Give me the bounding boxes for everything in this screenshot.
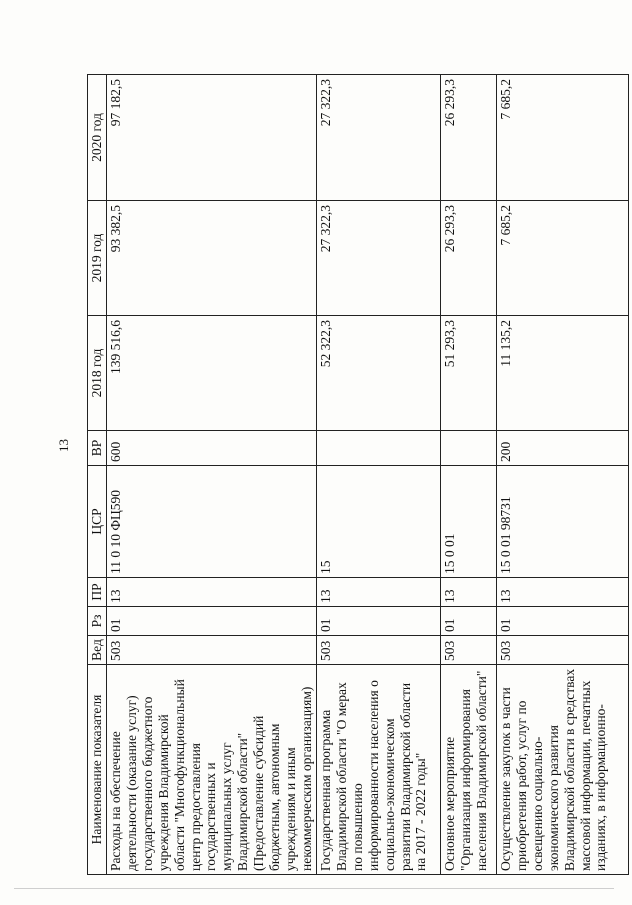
row-csr: 15: [316, 466, 440, 578]
row-ved: 503: [106, 636, 316, 665]
row-rz: 01: [496, 607, 628, 636]
row-pr: 13: [440, 578, 496, 607]
rotated-page-content: [87, 75, 612, 875]
row-name: Расходы на обеспечение деятельности (оказание услуг) государственного бюджетного учреждения Владимирской области "Многофункциональный центр предоставления государственных и муниципальных услуг Владимирской области" (Предоставление субсидий бюджетным, автономным учреждениям и иным некоммерческим организациям): [106, 665, 316, 875]
header-2018: 2018 год: [88, 316, 107, 431]
row-vr: [316, 431, 440, 466]
header-vr: ВР: [88, 431, 107, 466]
row-2019: 27 322,3: [316, 201, 440, 316]
row-2018: 51 293,3: [440, 316, 496, 431]
row-csr: 15 0 01 98731: [496, 466, 628, 578]
header-pr: ПР: [88, 578, 107, 607]
scan-edge-line: [14, 888, 614, 889]
table-row: [316, 75, 440, 875]
row-name: Государственная программа Владимирской области "О мерах по повышению информированности населения о социально-экономическом развитии Владимирской области на 2017 - 2022 годы": [316, 665, 440, 875]
header-csr: ЦСР: [88, 466, 107, 578]
row-name: Осуществление закупок в части приобретения работ, услуг по освещению социально-экономического развития Владимирской области в средствах массовой информации, печатных изданиях, в информационно-: [496, 665, 628, 875]
table-row: [440, 75, 496, 875]
row-2018: 11 135,2: [496, 316, 628, 431]
row-pr: 13: [106, 578, 316, 607]
table-row: [106, 75, 316, 875]
row-ved: 503: [440, 636, 496, 665]
row-2020: 26 293,3: [440, 75, 496, 201]
row-2020: 97 182,5: [106, 75, 316, 201]
row-pr: 13: [496, 578, 628, 607]
row-rz: 01: [440, 607, 496, 636]
row-2020: 7 685,2: [496, 75, 628, 201]
row-csr: 15 0 01: [440, 466, 496, 578]
row-vr: 200: [496, 431, 628, 466]
row-vr: 600: [106, 431, 316, 466]
table-row: [496, 75, 628, 875]
header-name: Наименование показателя: [88, 665, 107, 875]
row-vr: [440, 431, 496, 466]
row-2018: 52 322,3: [316, 316, 440, 431]
row-2019: 26 293,3: [440, 201, 496, 316]
header-ved: Вед: [88, 636, 107, 665]
row-ved: 503: [496, 636, 628, 665]
row-2019: 7 685,2: [496, 201, 628, 316]
page-number: 13: [56, 439, 71, 452]
row-2020: 27 322,3: [316, 75, 440, 201]
header-2020: 2020 год: [88, 75, 107, 201]
budget-table: [87, 74, 629, 875]
row-name: Основное мероприятие "Организация информирования населения Владимирской области": [440, 665, 496, 875]
row-csr: 11 0 10 ФЦ590: [106, 466, 316, 578]
row-pr: 13: [316, 578, 440, 607]
row-ved: 503: [316, 636, 440, 665]
header-rz: Рз: [88, 607, 107, 636]
row-rz: 01: [316, 607, 440, 636]
row-rz: 01: [106, 607, 316, 636]
header-2019: 2019 год: [88, 201, 107, 316]
table-header-row: [88, 75, 107, 875]
row-2018: 139 516,6: [106, 316, 316, 431]
row-2019: 93 382,5: [106, 201, 316, 316]
